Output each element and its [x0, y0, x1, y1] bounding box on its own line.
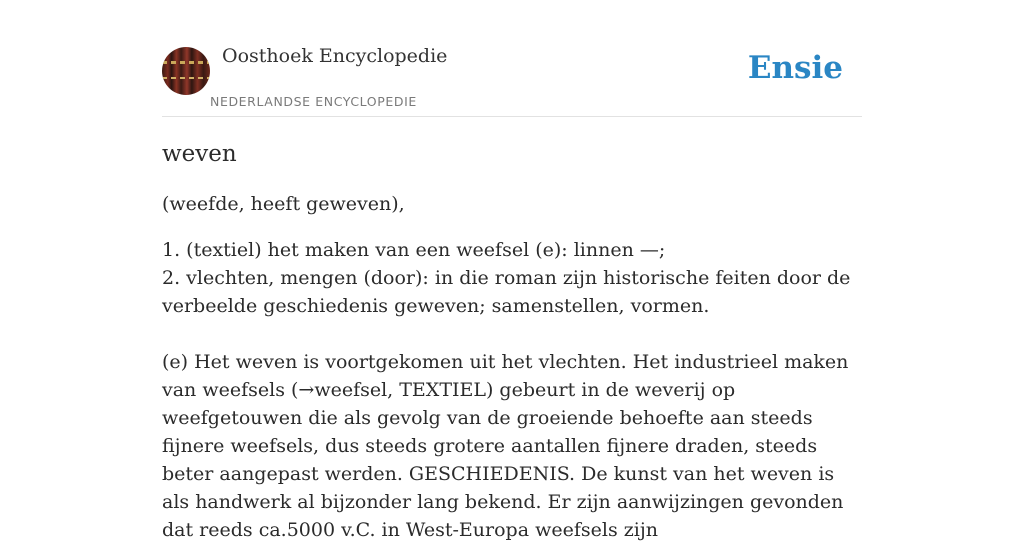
- entry-content: [162, 138, 862, 544]
- definition-1: 1. (textiel) het maken van een weefsel (e): linnen —;: [162, 239, 666, 261]
- ensie-logo[interactable]: Ensie: [747, 50, 843, 86]
- entry-grammar: (weefde, heeft geweven),: [162, 193, 405, 215]
- entry-term: weven: [162, 141, 237, 167]
- site-title[interactable]: Oosthoek Encyclopedie: [222, 45, 448, 67]
- entry-definitions: [162, 236, 862, 320]
- site-subtitle: NEDERLANDSE ENCYCLOPEDIE: [210, 94, 417, 109]
- site-header: [162, 0, 862, 117]
- encyclopedia-books-avatar[interactable]: [162, 47, 210, 95]
- definition-2: 2. vlechten, mengen (door): in die roman zijn historische feiten door de verbeelde geschiedenis geweven; samenstellen, vormen.: [162, 267, 851, 317]
- entry-body: (e) Het weven is voortgekomen uit het vlechten. Het industrieel maken van weefsels (→weefsel, TEXTIEL) gebeurt in de weverij op weefgetouwen die als gevolg van de groeiende behoefte aan steeds fijnere weefsels, dus steeds grotere aantallen fijnere draden, steeds beter aangepast werden. GESCHIEDENIS. De kunst van het weven is als handwerk al bijzonder lang bekend. Er zijn aanwijzingen gevonden dat reeds ca.5000 v.C. in West-Europa weefsels zijn: [162, 351, 849, 541]
